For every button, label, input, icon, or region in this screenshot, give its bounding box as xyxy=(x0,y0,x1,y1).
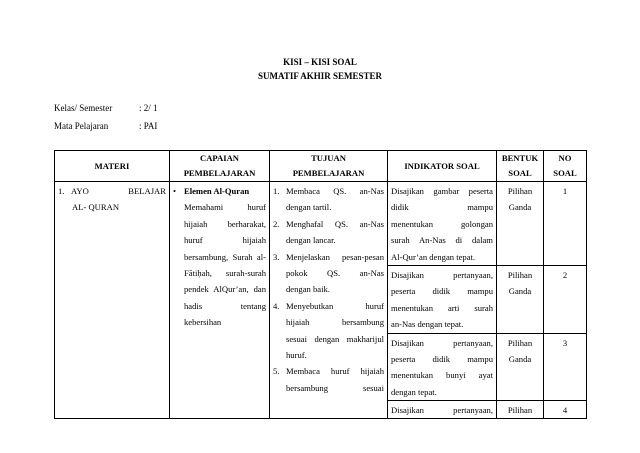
info-kelas xyxy=(54,102,158,114)
indikator-line: menentukan arti surah xyxy=(391,302,493,313)
bentuk-line: Pilihan xyxy=(507,186,533,196)
no-cell xyxy=(544,401,587,419)
bentuk-line: Pilihan xyxy=(507,337,533,348)
mapel-value: : PAI xyxy=(139,121,158,131)
table-row xyxy=(55,182,587,266)
indikator-cell xyxy=(388,265,497,333)
indikator-line: menentukan bunyi ayat xyxy=(391,370,493,381)
kelas-label: Kelas/ Semester xyxy=(54,103,113,113)
header-indikator: INDIKATOR SOAL xyxy=(388,151,497,182)
header-bentuk: BENTUK SOAL xyxy=(497,151,544,182)
bentuk-line: Ganda xyxy=(508,353,532,364)
bullet-icon: • xyxy=(173,186,177,196)
tujuan-item: huruf. xyxy=(286,349,307,360)
bentuk-cell xyxy=(497,333,544,401)
document-subtitle: SUMATIF AKHIR SEMESTER xyxy=(257,71,383,81)
indikator-line: menentukan golongan xyxy=(391,218,493,229)
capaian-heading: • Elemen Al-Quran xyxy=(173,183,266,199)
indikator-cell xyxy=(388,182,497,266)
no-cell xyxy=(544,182,587,266)
indikator-line: Disajikan pertanyaan, xyxy=(391,269,493,280)
header-materi: MATERI xyxy=(55,151,170,182)
bentuk-line: Pilihan xyxy=(507,269,533,280)
indikator-cell xyxy=(388,401,497,419)
table-header-row xyxy=(55,151,587,182)
tujuan-item: 2. Menghafal QS. an-Nas xyxy=(273,218,384,229)
indikator-line: surah An-Nas di dalam xyxy=(391,235,493,246)
header-no: NO SOAL xyxy=(544,151,587,182)
tujuan-item: 3. Menjelaskan pesan-pesan xyxy=(273,251,384,262)
tujuan-item: dengan lancar. xyxy=(286,235,336,246)
no-cell xyxy=(544,265,587,333)
no-value: 3 xyxy=(562,337,568,348)
tujuan-item: 5. Membaca huruf hijaiah xyxy=(273,366,384,377)
tujuan-item: 1. Membaca QS. an-Nas xyxy=(273,186,384,196)
info-mapel xyxy=(54,120,157,132)
bentuk-cell xyxy=(497,182,544,266)
bentuk-line: Ganda xyxy=(508,202,532,213)
capaian-line: Fātiḥah, surah-surah xyxy=(184,267,266,278)
capaian-line: bersambung, Surah al- xyxy=(184,251,266,262)
no-value: 2 xyxy=(562,269,568,280)
capaian-line: kebersihan xyxy=(184,317,222,328)
kisi-table xyxy=(54,150,587,419)
capaian-cell xyxy=(170,182,270,419)
capaian-line: Memahami huruf xyxy=(184,202,266,213)
bentuk-cell xyxy=(497,401,544,419)
no-cell xyxy=(544,333,587,401)
bentuk-cell xyxy=(497,265,544,333)
capaian-line: pendek AlQur’an, dan xyxy=(184,284,266,295)
tujuan-item: hijaiah bersambung xyxy=(286,317,384,328)
indikator-line: Disajikan pertanyaan, xyxy=(391,337,493,348)
indikator-cell xyxy=(388,333,497,401)
indikator-line: didik mampu xyxy=(391,202,493,213)
indikator-line: peserta didik mampu xyxy=(391,353,493,364)
tujuan-item: 4. Menyebutkan huruf xyxy=(273,300,384,311)
indikator-line: peserta didik mampu xyxy=(391,286,493,297)
indikator-line: dengan tepat. xyxy=(391,386,437,397)
indikator-line: Al-Qur’an dengan tepat. xyxy=(391,251,476,262)
indikator-line: Disajikan gambar peserta xyxy=(391,186,493,196)
document-title: KISI – KISI SOAL xyxy=(283,57,357,67)
capaian-line: hijaiah berharakat, xyxy=(184,218,266,229)
tujuan-item: bersambung sesuai xyxy=(286,382,384,393)
tujuan-item: dengan tartil. xyxy=(286,202,332,213)
kelas-value: : 2/ 1 xyxy=(139,103,158,113)
bentuk-line: Pilihan xyxy=(507,405,533,416)
materi-line2: AL- QURAN xyxy=(72,202,120,213)
tujuan-item: dengan baik. xyxy=(286,284,330,295)
capaian-line: huruf hijaiah xyxy=(184,235,266,246)
capaian-line: hadis tentang xyxy=(184,300,266,311)
tujuan-cell xyxy=(270,182,388,419)
mapel-label: Mata Pelajaran xyxy=(54,121,109,131)
header-capaian: CAPAIAN PEMBELAJARAN xyxy=(170,151,270,182)
header-tujuan: TUJUAN PEMBELAJARAN xyxy=(270,151,388,182)
tujuan-item: sesuai dengan makharijul xyxy=(286,333,384,344)
no-value: 1 xyxy=(562,186,568,196)
bentuk-line: Ganda xyxy=(508,286,532,297)
indikator-line: an-Nas dengan tepat. xyxy=(391,319,464,330)
no-value: 4 xyxy=(562,405,568,416)
tujuan-item: pokok QS. an-Nas xyxy=(286,267,384,278)
indikator-line: Disajikan pertanyaan, xyxy=(391,405,493,416)
materi-cell: 1. AYO BELAJAR AL- QURAN xyxy=(55,182,170,419)
